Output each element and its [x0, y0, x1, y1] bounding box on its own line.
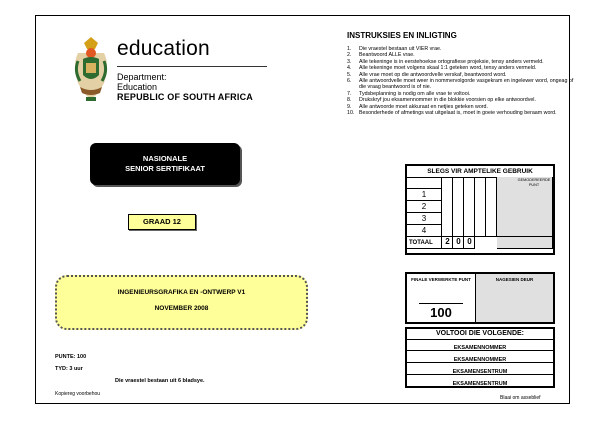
copyright-note: Kopiereg voorbehou	[55, 391, 101, 397]
mark-cell	[442, 177, 453, 237]
instruction-text: Alle tekeninge is in eerstehoekse ortografiese projeksie, tensy anders vermeld.	[359, 58, 544, 65]
question-header-blank	[407, 177, 442, 189]
instruction-number: 5.	[347, 71, 352, 78]
coat-of-arms-icon	[70, 35, 112, 105]
logo-wordmark: education	[117, 37, 210, 60]
final-mark-cell	[407, 274, 476, 322]
mark-cell	[453, 177, 464, 237]
candidate-details-box	[405, 327, 555, 388]
marks-label: PUNTE: 100	[55, 354, 87, 360]
logo-department-label: Department:	[117, 72, 167, 82]
instruction-number: 9.	[347, 103, 352, 110]
moderated-total	[497, 237, 553, 249]
exam-number-row: EKSAMENNOMMER	[407, 339, 553, 351]
question-number: 3	[407, 213, 442, 225]
certificate-line-2: SENIOR SERTIFIKAAT	[125, 164, 205, 173]
pages-note: Die vraestel bestaan uit 6 bladsye.	[115, 378, 205, 384]
mark-cell	[475, 177, 486, 237]
official-use-title: SLEGS VIR AMPTELIKE GEBRUIK	[407, 166, 553, 178]
instruction-text: Drukskryf jou eksamennommer in die blokkie voorsien op elke antwoordvel.	[359, 97, 536, 104]
moderated-header: GEMODEREERDE PUNT	[517, 178, 551, 187]
final-mark-label: FINALE VERWERKTE PUNT	[411, 277, 471, 282]
grade-badge: GRAAD 12	[128, 214, 196, 230]
instruction-text: Tydsbeplanning is nodig om alle vrae te voltooi.	[359, 90, 471, 97]
question-number: 4	[407, 225, 442, 237]
final-mark-line	[419, 303, 463, 304]
total-digit: 0	[456, 237, 461, 246]
final-mark-box	[405, 272, 555, 324]
turn-over-note: Blaai om asseblief	[500, 395, 541, 401]
mark-cell	[486, 177, 497, 237]
question-number: 1	[407, 189, 442, 201]
official-use-table	[405, 164, 555, 255]
logo-country: REPUBLIC OF SOUTH AFRICA	[117, 92, 253, 102]
logo-department-name: Education	[117, 82, 158, 92]
instruction-text: Beantwoord ALLE vrae.	[359, 52, 415, 59]
subject-title: INGENIEURSGRAFIKA EN -ONTWERP V1	[117, 289, 246, 296]
instruction-item	[347, 110, 577, 116]
instruction-text: Besonderhede of afmetings wat uitgelaat is, moet in goeie verhouding beraam word.	[359, 110, 557, 117]
instruction-number: 7.	[347, 90, 352, 97]
instruction-number: 10.	[347, 110, 355, 117]
total-digit: 2	[445, 237, 450, 246]
logo-department	[117, 72, 167, 92]
moderated-by-label: NAGESIEN DEUR	[495, 277, 534, 282]
mark-cell	[464, 177, 475, 237]
instructions-title: INSTRUKSIES EN INLIGTING	[347, 31, 457, 40]
instruction-number: 6.	[347, 78, 352, 85]
exam-centre-row: EKSAMENSENTRUM	[407, 363, 553, 375]
subject-box	[55, 275, 308, 330]
instruction-number: 8.	[347, 97, 352, 104]
instruction-item	[347, 78, 577, 91]
time-label: TYD: 3 uur	[55, 366, 83, 372]
instruction-number: 1.	[347, 46, 352, 52]
exam-date: NOVEMBER 2008	[154, 305, 209, 312]
instruction-number: 4.	[347, 65, 352, 72]
instruction-text: Alle tekeninge moet volgens skaal 1:1 geteken word, tensy anders vermeld.	[359, 65, 537, 72]
instruction-text: Alle antwoordvelle moet weer in nommervolgorde vasgekram en ingelewer word, ongeag of die vraag beantwoord is of nie.	[359, 78, 574, 91]
exam-centre-row: EKSAMENSENTRUM	[452, 381, 508, 387]
instruction-number: 3.	[347, 58, 352, 65]
exam-number-row: EKSAMENNOMMER	[407, 351, 553, 363]
instruction-text: Alle vrae moet op die antwoordvelle verskaf, beantwoord word.	[359, 71, 507, 78]
total-digit: 0	[467, 237, 472, 246]
instruction-text: Die vraestel bestaan uit VIER vrae.	[359, 46, 442, 52]
instruction-number: 2.	[347, 52, 352, 59]
final-mark-value: 100	[430, 305, 452, 320]
logo-divider	[117, 66, 267, 67]
instructions-list	[347, 46, 577, 116]
candidate-details-title: VOLTOOI DIE VOLGENDE:	[407, 329, 553, 340]
question-number: 2	[407, 201, 442, 213]
moderated-by-cell	[476, 274, 553, 322]
certificate-box	[90, 143, 240, 185]
total-label: TOTAAL	[407, 237, 442, 249]
certificate-line-1: NASIONALE	[142, 154, 188, 163]
instruction-text: Alle antwoorde moet akkuraat en netjies geteken word.	[359, 103, 488, 110]
